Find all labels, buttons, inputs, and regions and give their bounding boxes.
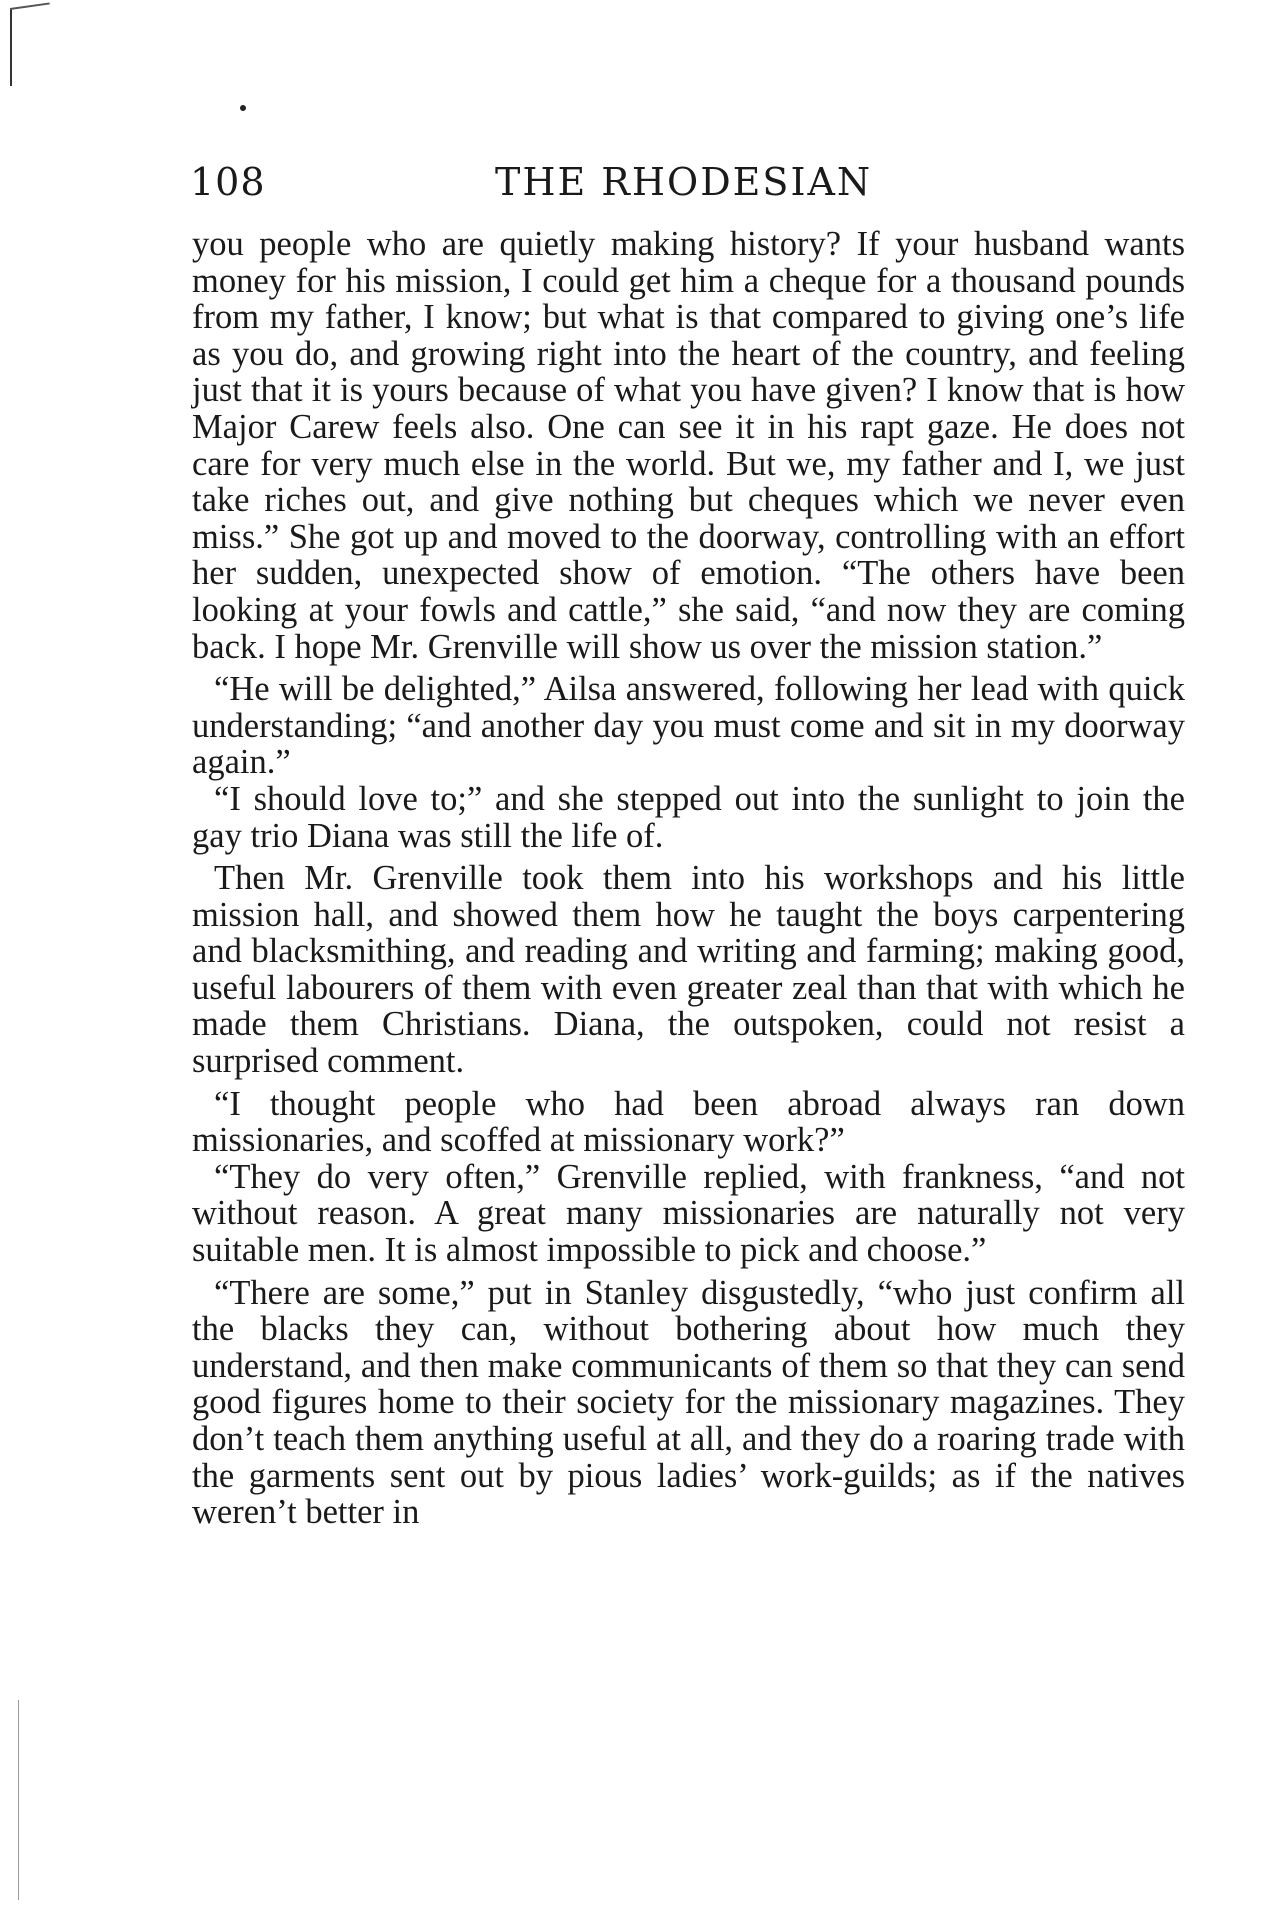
paragraph: Then Mr. Grenville took them into his workshops and his little mission hall, and showed them how he taught the boys carpentering and blacksmithing, and reading and writing and farming; making good, useful labourers of them with even greater zeal than that with which he made them Christians. Diana, the outspoken, could not resist a surprised comment. (192, 859, 1185, 1081)
running-title: THE RHODESIAN (495, 160, 873, 204)
paragraph: “I thought people who had been abroad always ran down missionaries, and scoffed at missionary work?” (192, 1084, 1185, 1160)
paragraph: “There are some,” put in Stanley disgustedly, “who just confirm all the blacks they can, without bothering about how much they understand, and then make communicants of them so that they can send good figures home to their society for the missionary magazines. They don’t teach them anything useful at all, and they do a roaring trade with the garments sent out by pious ladies’ work-guilds; as if the natives weren’t better in (192, 1273, 1185, 1532)
paragraph: “I should love to;” and she stepped out into the sunlight to join the gay trio Diana was still the life of. (192, 779, 1185, 855)
paragraph: “They do very often,” Grenville replied, with frankness, “and not without reason. A great many missionaries are naturally not very suitable men. It is almost impossible to pick and choose.” (192, 1157, 1185, 1270)
scan-edge-mark (10, 8, 12, 86)
ink-dot (240, 105, 246, 111)
paragraph: you people who are quietly making history? If your husband wants money for his mission, I could get him a cheque for a thousand pounds from my father, I know; but what is that compared to giving one’s life as you do, and growing right into the heart of the country, and feeling just that it is yours because of what you have given? I know that is how Major Carew feels also. One can see it in his rapt gaze. He does not care for very much else in the world. But we, my father and I, we just take riches out, and give nothing but cheques which we never even miss.” She got up and moved to the doorway, controlling with an effort her sudden, unexpected show of emotion. “The others have been looking at your fowls and cattle,” she said, “and now they are coming back. I hope Mr. Grenville will show us over the mission station.” (192, 225, 1185, 666)
page-header (190, 160, 1190, 210)
paragraph: “He will be delighted,” Ailsa answered, following her lead with quick understanding; “and another day you must come and sit in my doorway again.” (192, 670, 1185, 782)
scan-corner-mark (10, 2, 50, 10)
scan-margin-line (18, 1700, 19, 1900)
page-body (192, 226, 1185, 1531)
page-number: 108 (190, 160, 266, 204)
